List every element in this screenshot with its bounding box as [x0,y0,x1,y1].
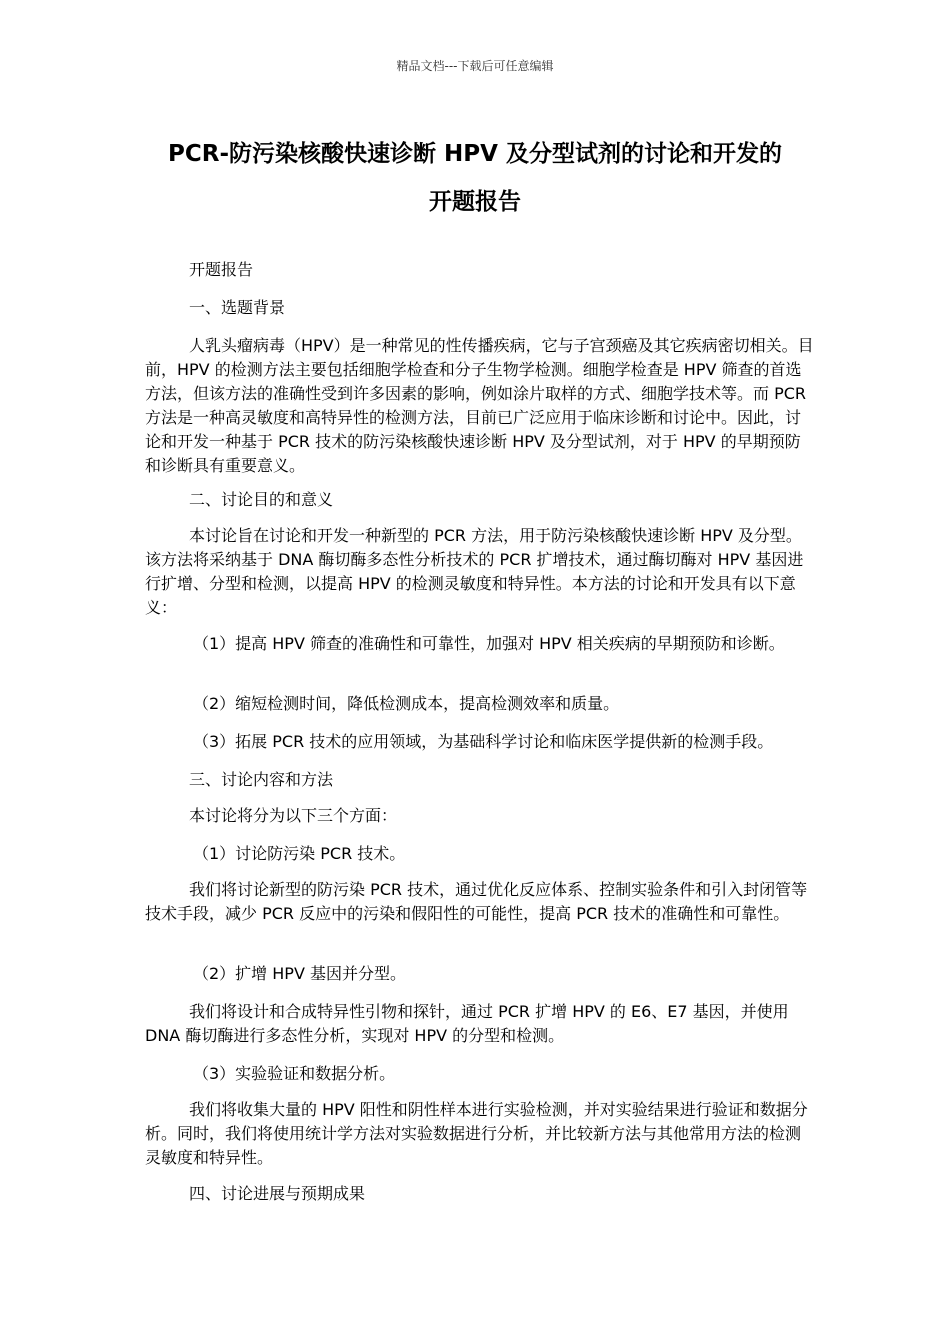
paragraph-three-aspects: 本讨论将分为以下三个方面： [189,806,398,825]
list-item-2: （2）缩短检测时间，降低检测成本，提高检测效率和质量。 [193,694,620,713]
list-item-1: （1）提高 HPV 筛查的准确性和可靠性，加强对 HPV 相关疾病的早期预防和诊断。 [193,634,785,653]
method-paragraph-3: 我们将收集大量的 HPV 阳性和阴性样本进行实验检测，并对实验结果进行验证和数据分析。同时，我们将使用统计学方法对实验数据进行分析，并比较新方法与其他常用方法的检测灵敏度和特异性。 [145,1100,808,1167]
section-heading-2: 二、讨论目的和意义 [189,490,334,509]
document-title [110,130,840,226]
paragraph-background: 人乳头瘤病毒（HPV）是一种常见的性传播疾病，它与子宫颈癌及其它疾病密切相关。目前，HPV 的检测方法主要包括细胞学检查和分子生物学检测。细胞学检查是 HPV 筛查的首选方法，但该方法的准确性受到许多因素的影响，例如涂片取样的方式、细胞学技术等。而 PCR 方法是一种高灵敏度和高特异性的检测方法，目前已广泛应用于临床诊断和讨论中。因此，讨论和开发一种基于 PCR 技术的防污染核酸快速诊断 HPV 及分型试剂，对于 HPV 的早期预防和诊断具有重要意义。 [145,336,814,475]
method-heading-2: （2）扩增 HPV 基因并分型。 [193,964,406,983]
method-heading-1: （1）讨论防污染 PCR 技术。 [193,844,406,863]
section-heading-3: 三、讨论内容和方法 [189,770,334,789]
section-heading-4: 四、讨论进展与预期成果 [189,1184,366,1203]
title-line-2: 开题报告 [429,189,521,215]
method-paragraph-1: 我们将讨论新型的防污染 PCR 技术，通过优化反应体系、控制实验条件和引入封闭管等技术手段，减少 PCR 反应中的污染和假阳性的可能性，提高 PCR 技术的准确性和可靠性。 [145,880,808,923]
title-line-1: PCR-防污染核酸快速诊断 HPV 及分型试剂的讨论和开发的 [168,141,782,167]
list-item-3: （3）拓展 PCR 技术的应用领域，为基础科学讨论和临床医学提供新的检测手段。 [193,732,774,751]
method-heading-3: （3）实验验证和数据分析。 [193,1064,396,1083]
section-heading-1: 一、选题背景 [189,298,286,317]
subtitle-kaiti: 开题报告 [189,260,254,279]
header-note: 精品文档---下载后可任意编辑 [396,59,554,73]
paragraph-purpose: 本讨论旨在讨论和开发一种新型的 PCR 方法，用于防污染核酸快速诊断 HPV 及分型。该方法将采纳基于 DNA 酶切酶多态性分析技术的 PCR 扩增技术，通过酶切酶对 HPV 基因进行扩增、分型和检测，以提高 HPV 的检测灵敏度和特异性。本方法的讨论和开发具有以下意义： [145,526,804,617]
method-paragraph-2: 我们将设计和合成特异性引物和探针，通过 PCR 扩增 HPV 的 E6、E7 基因，并使用 DNA 酶切酶进行多态性分析，实现对 HPV 的分型和检测。 [145,1002,789,1045]
